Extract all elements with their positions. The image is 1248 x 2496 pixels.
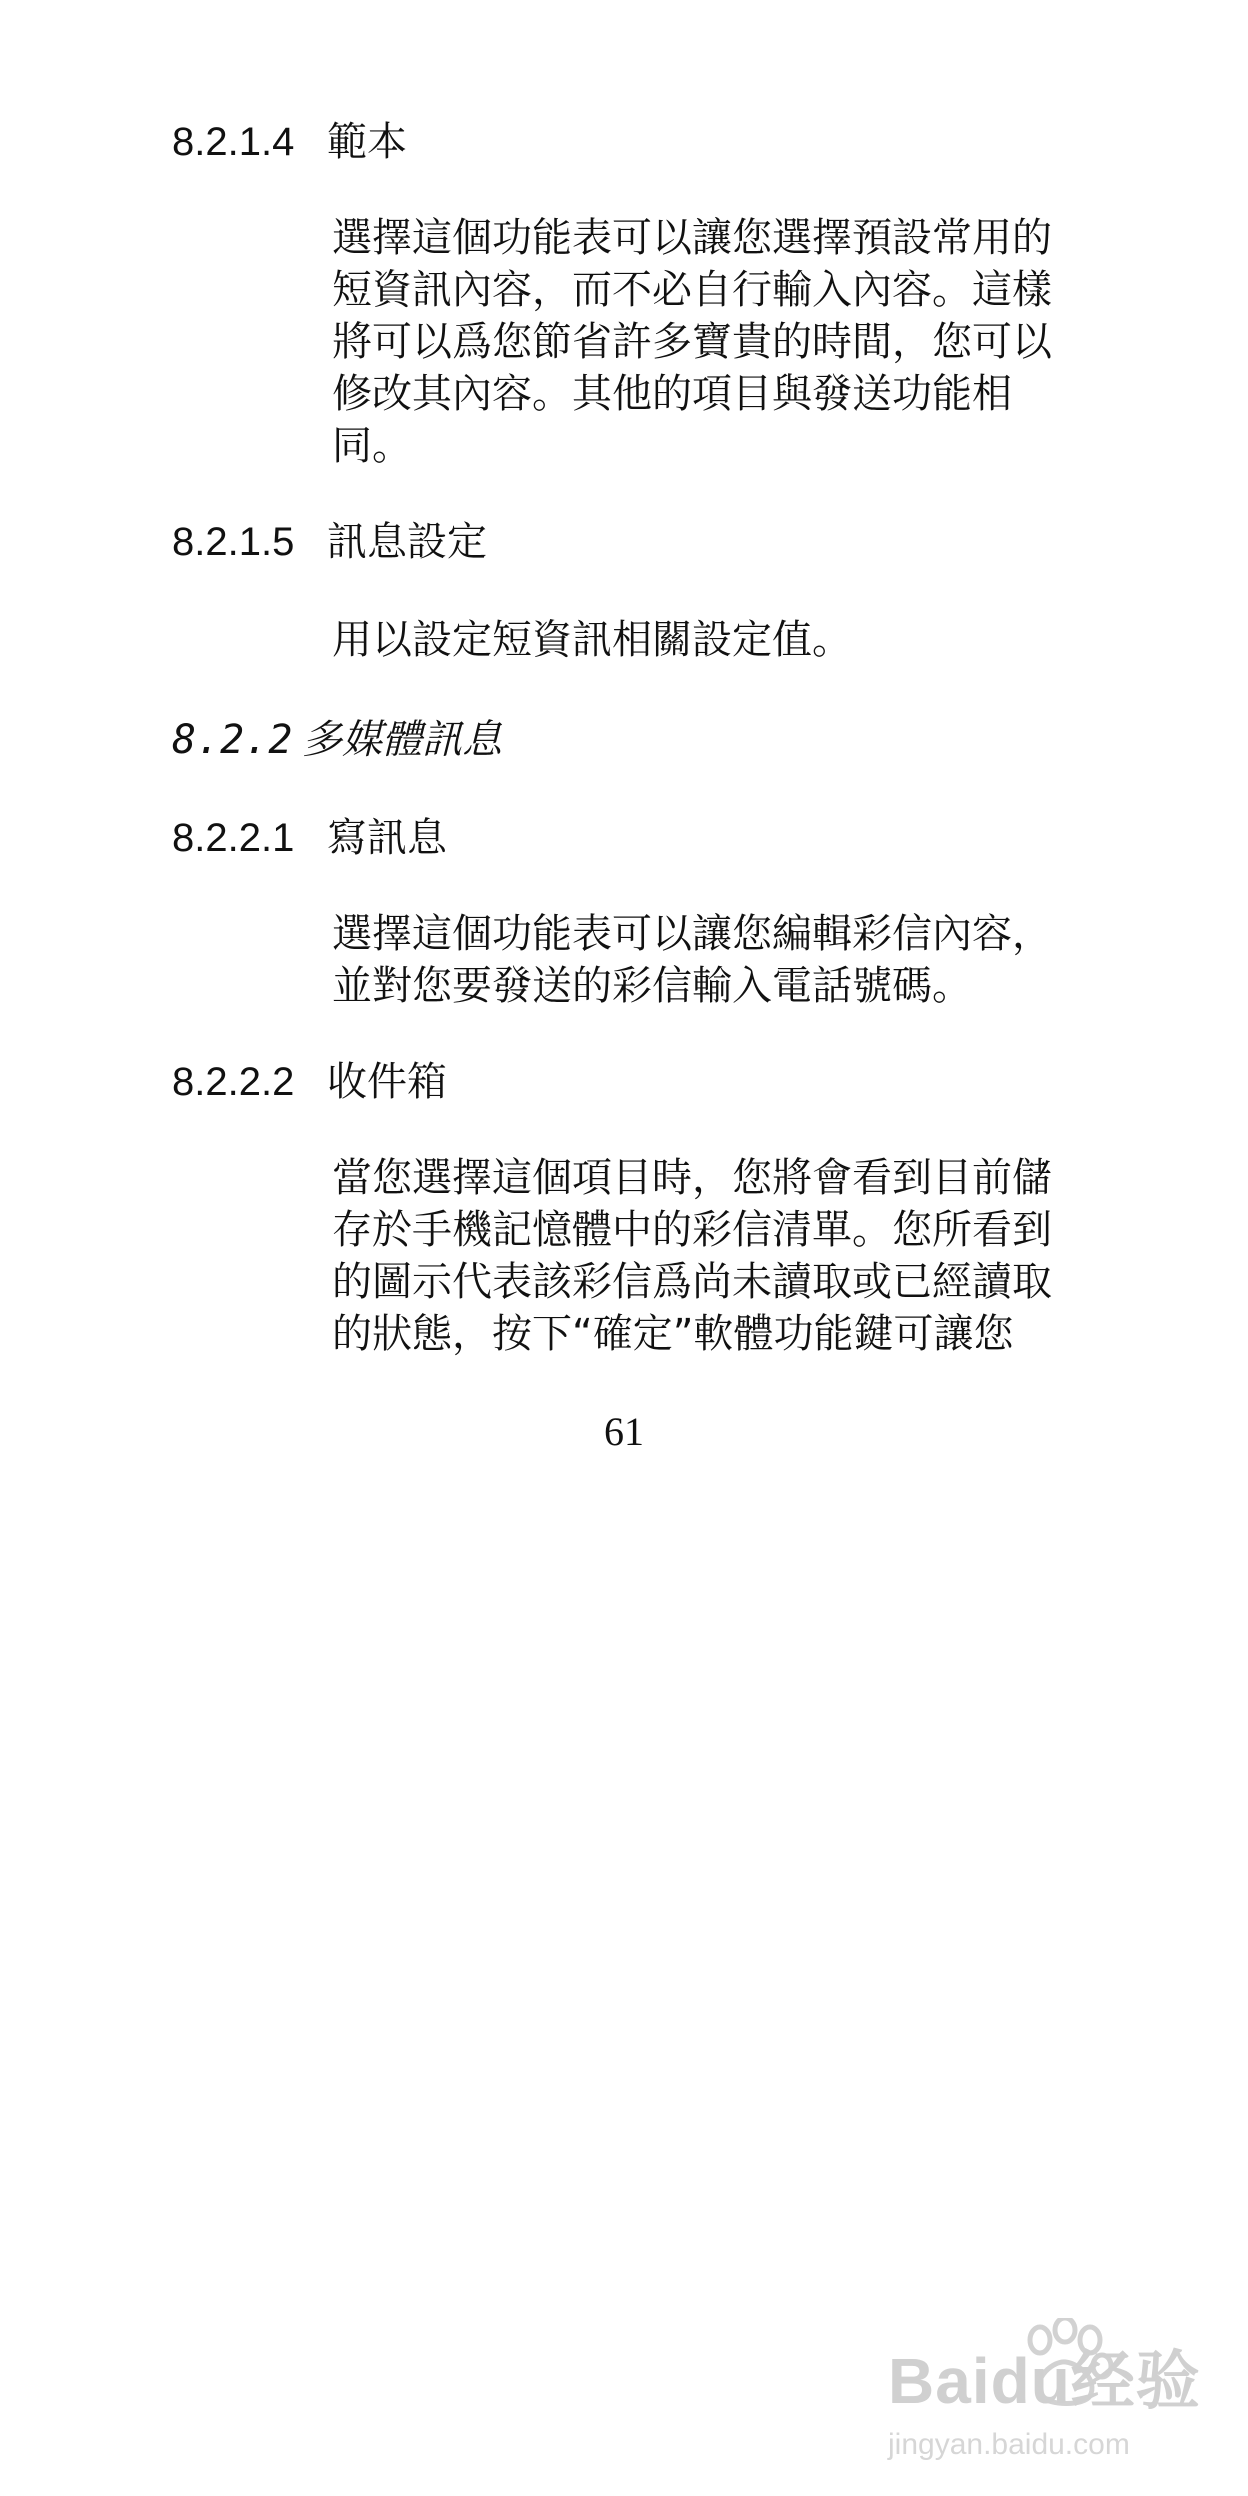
section-heading-8-2-2-1 <box>172 814 447 862</box>
section-title: 寫訊息 <box>327 815 447 861</box>
watermark-brand: Baidu经验 <box>888 2345 1201 2417</box>
section-number: 8.2.1.4 <box>172 120 295 164</box>
section-heading-8-2-1-4 <box>172 118 407 166</box>
watermark-url: jingyan.baidu.com <box>888 2428 1130 2461</box>
page-number: 61 <box>604 1409 644 1454</box>
body-line: 並對您要發送的彩信輸入電話號碼。 <box>332 963 972 1009</box>
section-heading-8-2-2-2 <box>172 1058 447 1106</box>
baidu-watermark <box>888 2318 1228 2468</box>
section-title: 訊息設定 <box>327 519 487 565</box>
body-line: 選擇這個功能表可以讓您選擇預設常用的 <box>332 215 1052 261</box>
body-line: 存於手機記憶體中的彩信清單。您所看到 <box>332 1207 1052 1253</box>
body-line: 用以設定短資訊相關設定值。 <box>332 617 852 663</box>
body-line: 選擇這個功能表可以讓您編輯彩信內容， <box>332 911 1052 957</box>
section-number: 8.2.1.5 <box>172 520 295 564</box>
section-title: 收件箱 <box>327 1059 447 1105</box>
body-line: 修改其內容。其他的項目與發送功能相 <box>332 371 1012 417</box>
section-number: 8.2.2 <box>172 717 293 763</box>
section-number: 8.2.2.2 <box>172 1060 295 1104</box>
body-line: 的狀態，按下“確定”軟體功能鍵可讓您 <box>332 1311 1014 1357</box>
section-heading-8-2-2 <box>172 716 502 764</box>
body-line: 短資訊內容，而不必自行輸入內容。這樣 <box>332 267 1052 313</box>
section-heading-8-2-1-5 <box>172 518 487 566</box>
section-title: 範本 <box>327 119 407 165</box>
section-body-8-2-2-1 <box>332 908 1072 1012</box>
section-title: 多媒體訊息 <box>302 717 502 763</box>
section-body-8-2-1-4 <box>332 212 1072 472</box>
section-body-8-2-2-2 <box>332 1152 1072 1360</box>
body-line: 同。 <box>332 423 412 469</box>
section-body-8-2-1-5 <box>332 614 1072 666</box>
body-line: 當您選擇這個項目時，您將會看到目前儲 <box>332 1155 1052 1201</box>
body-line: 的圖示代表該彩信爲尚未讀取或已經讀取 <box>332 1259 1052 1305</box>
section-number: 8.2.2.1 <box>172 816 295 860</box>
body-line: 將可以爲您節省許多寶貴的時間，您可以 <box>332 319 1052 365</box>
